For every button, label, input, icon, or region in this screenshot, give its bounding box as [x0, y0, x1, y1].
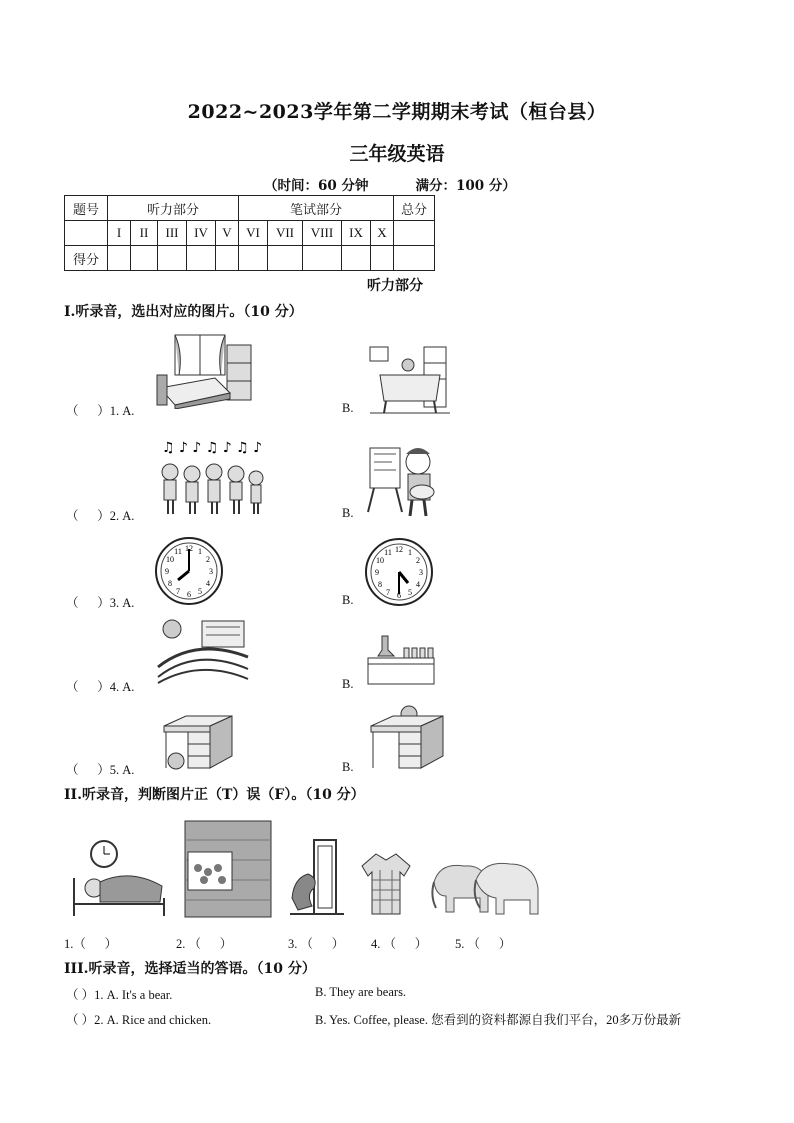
table-header-listening: 听力部分 — [108, 196, 239, 221]
svg-text:6: 6 — [397, 591, 401, 600]
section3-q1-option-b: B. They are bears. — [315, 985, 407, 999]
table-cell — [394, 221, 435, 246]
svg-text:3: 3 — [209, 567, 213, 576]
score-cell[interactable] — [342, 246, 371, 271]
classroom-wall-picture — [184, 820, 272, 918]
svg-text:11: 11 — [384, 548, 392, 557]
q2-option-a-label: （ ）2. A. — [66, 509, 135, 523]
table-cell: II — [131, 221, 158, 246]
svg-text:10: 10 — [376, 556, 384, 565]
svg-text:10: 10 — [166, 555, 174, 564]
section2-answer-4[interactable]: 4. （ ） — [371, 937, 428, 951]
page-title: 2022~2023学年第二学期期末考试（桓台县） — [187, 101, 607, 123]
section2-answer-5[interactable]: 5. （ ） — [455, 937, 512, 951]
dining-room-picture — [366, 343, 450, 415]
playground-picture — [156, 617, 250, 685]
table-cell: III — [158, 221, 187, 246]
svg-text:7: 7 — [386, 588, 390, 597]
desk-ball-under-picture — [156, 712, 236, 774]
q4-option-a-label: （ ）4. A. — [66, 680, 135, 694]
score-cell[interactable] — [268, 246, 303, 271]
science-lab-picture — [364, 630, 436, 688]
q3-option-b-label: B. — [342, 593, 354, 607]
bedroom-picture — [155, 333, 255, 409]
cat-behind-door-picture — [288, 838, 346, 918]
clock-eight-oclock-picture — [154, 536, 224, 606]
q3-option-a-label: （ ）3. A. — [66, 596, 135, 610]
children-singing-picture — [156, 440, 264, 518]
svg-text:♫ ♪ ♪ ♫ ♪ ♫ ♪: ♫ ♪ ♪ ♫ ♪ ♫ ♪ — [162, 440, 263, 456]
score-cell[interactable] — [303, 246, 342, 271]
section2-heading: II.听录音，判断图片正（T）误（F）。（10 分） — [64, 787, 365, 803]
q5-option-a-label: （ ）5. A. — [66, 763, 135, 777]
table-cell: IV — [187, 221, 216, 246]
svg-text:12: 12 — [185, 544, 193, 553]
boy-sleeping-picture — [70, 838, 166, 918]
svg-text:1: 1 — [408, 548, 412, 557]
table-cell: VI — [239, 221, 268, 246]
score-cell[interactable] — [158, 246, 187, 271]
svg-text:8: 8 — [378, 580, 382, 589]
table-cell: X — [371, 221, 394, 246]
section3-q2-option-b: B. Yes. Coffee, please. 您看到的资料都源自我们平台，20多万份最新 — [315, 1013, 682, 1027]
table-header-writing: 笔试部分 — [239, 196, 394, 221]
section1-heading: I.听录音，选出对应的图片。（10 分） — [64, 304, 303, 320]
q4-option-b-label: B. — [342, 677, 354, 691]
svg-text:12: 12 — [395, 545, 403, 554]
q1-option-b-label: B. — [342, 401, 354, 415]
shirt-picture — [360, 850, 412, 916]
section2-answer-2[interactable]: 2. （ ） — [176, 937, 233, 951]
svg-text:8: 8 — [168, 579, 172, 588]
table-cell: VIII — [303, 221, 342, 246]
score-cell[interactable] — [371, 246, 394, 271]
section3-heading: III.听录音，选择适当的答语。（10 分） — [64, 961, 316, 977]
q1-option-a-label: （ ）1. A. — [66, 404, 135, 418]
table-cell: I — [108, 221, 131, 246]
table-cell: VII — [268, 221, 303, 246]
score-cell[interactable] — [131, 246, 158, 271]
svg-text:7: 7 — [176, 587, 180, 596]
listening-section-label: 听力部分 — [367, 278, 423, 294]
table-cell: V — [216, 221, 239, 246]
svg-text:3: 3 — [419, 568, 423, 577]
page-subtitle: 三年级英语 — [349, 143, 445, 165]
svg-text:9: 9 — [165, 567, 169, 576]
table-row-score-label: 得分 — [65, 246, 108, 271]
svg-text:5: 5 — [408, 588, 412, 597]
section2-answer-3[interactable]: 3. （ ） — [288, 937, 345, 951]
elephants-picture — [430, 852, 542, 918]
svg-text:2: 2 — [416, 556, 420, 565]
svg-text:6: 6 — [187, 590, 191, 599]
svg-text:5: 5 — [198, 587, 202, 596]
score-cell[interactable] — [216, 246, 239, 271]
score-cell[interactable] — [394, 246, 435, 271]
desk-ball-on-picture — [367, 704, 447, 774]
table-header-question-no: 题号 — [65, 196, 108, 221]
score-cell[interactable] — [239, 246, 268, 271]
section3-q2-option-a: （ ）2. A. Rice and chicken. — [66, 1013, 212, 1027]
svg-text:4: 4 — [416, 580, 420, 589]
table-header-total: 总分 — [394, 196, 435, 221]
svg-text:1: 1 — [198, 547, 202, 556]
q2-option-b-label: B. — [342, 506, 354, 520]
clock-half-past-picture — [364, 537, 434, 607]
q5-option-b-label: B. — [342, 760, 354, 774]
score-cell[interactable] — [187, 246, 216, 271]
section2-answer-1[interactable]: 1.（ ） — [64, 937, 118, 951]
exam-time-info: （时间：60 分钟 满分：100 分） — [264, 178, 516, 194]
table-cell — [65, 221, 108, 246]
svg-text:11: 11 — [174, 547, 182, 556]
boy-painting-picture — [362, 442, 440, 518]
table-cell: IX — [342, 221, 371, 246]
score-cell[interactable] — [108, 246, 131, 271]
score-table — [64, 195, 435, 271]
svg-text:9: 9 — [375, 568, 379, 577]
svg-text:4: 4 — [206, 579, 210, 588]
section3-q1-option-a: （ ）1. A. It's a bear. — [66, 988, 173, 1002]
svg-text:2: 2 — [206, 555, 210, 564]
